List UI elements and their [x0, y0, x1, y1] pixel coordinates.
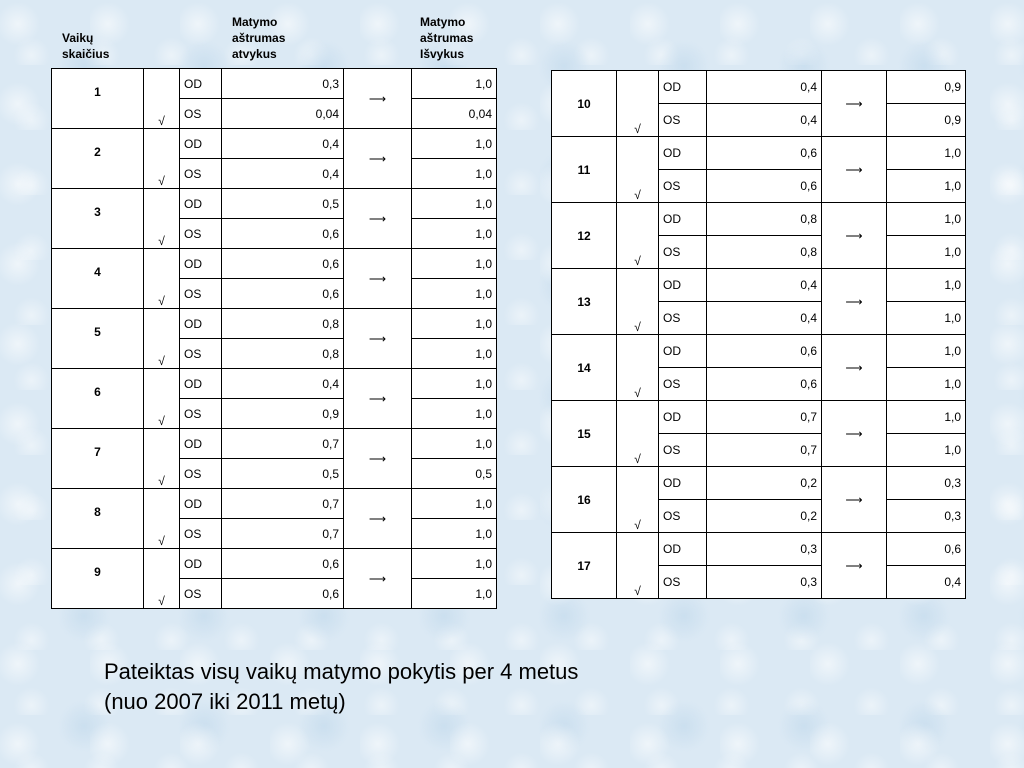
acuity-after-os: 1,0: [887, 434, 966, 467]
eye-label-os: OS: [180, 219, 222, 249]
acuity-before-od: 0,4: [707, 269, 822, 302]
acuity-before-os: 0,7: [222, 519, 344, 549]
eye-label-os: OS: [180, 279, 222, 309]
acuity-before-od: 0,5: [222, 189, 344, 219]
child-number: 5: [52, 309, 144, 369]
check-mark: √: [144, 69, 180, 129]
arrow-icon: ⟶: [822, 269, 887, 335]
arrow-icon: ⟶: [344, 189, 412, 249]
header-child-count: [62, 30, 109, 62]
table-row: [552, 203, 966, 236]
header-line: atvykus: [232, 47, 277, 61]
acuity-after-os: 1,0: [887, 302, 966, 335]
caption-line-1: Pateiktas visų vaikų matymo pokytis per 4 metus: [104, 659, 579, 684]
arrow-icon: ⟶: [344, 129, 412, 189]
acuity-table-left: [51, 68, 497, 609]
acuity-after-od: 0,3: [887, 467, 966, 500]
acuity-after-od: 1,0: [887, 335, 966, 368]
acuity-before-od: 0,2: [707, 467, 822, 500]
arrow-icon: ⟶: [344, 249, 412, 309]
eye-label-od: OD: [180, 189, 222, 219]
eye-label-od: OD: [659, 71, 707, 104]
acuity-after-od: 1,0: [412, 309, 497, 339]
acuity-after-os: 1,0: [412, 579, 497, 609]
check-mark: √: [617, 203, 659, 269]
table-row: [552, 401, 966, 434]
acuity-after-os: 1,0: [412, 399, 497, 429]
acuity-before-od: 0,4: [222, 369, 344, 399]
arrow-icon: ⟶: [344, 429, 412, 489]
acuity-before-os: 0,2: [707, 500, 822, 533]
eye-label-os: OS: [180, 579, 222, 609]
acuity-after-od: 1,0: [412, 429, 497, 459]
table-row: [52, 189, 497, 219]
acuity-after-od: 1,0: [412, 249, 497, 279]
eye-label-os: OS: [659, 236, 707, 269]
header-line: aštrumas: [232, 31, 286, 45]
header-line: Išvykus: [420, 47, 465, 61]
eye-label-od: OD: [659, 203, 707, 236]
acuity-before-os: 0,6: [707, 368, 822, 401]
check-mark: √: [617, 533, 659, 599]
eye-label-os: OS: [180, 399, 222, 429]
eye-label-os: OS: [180, 519, 222, 549]
acuity-before-od: 0,6: [222, 249, 344, 279]
eye-label-os: OS: [180, 459, 222, 489]
acuity-before-os: 0,7: [707, 434, 822, 467]
header-line: Matymo: [232, 15, 278, 29]
acuity-before-os: 0,3: [707, 566, 822, 599]
acuity-before-os: 0,8: [222, 339, 344, 369]
acuity-before-od: 0,6: [707, 335, 822, 368]
acuity-before-od: 0,3: [707, 533, 822, 566]
eye-label-os: OS: [659, 104, 707, 137]
eye-label-os: OS: [659, 434, 707, 467]
check-mark: √: [617, 137, 659, 203]
acuity-after-od: 1,0: [887, 203, 966, 236]
acuity-after-os: 1,0: [412, 159, 497, 189]
check-mark: √: [144, 309, 180, 369]
table-row: [52, 489, 497, 519]
check-mark: √: [144, 489, 180, 549]
arrow-icon: ⟶: [822, 533, 887, 599]
eye-label-od: OD: [659, 467, 707, 500]
eye-label-od: OD: [180, 489, 222, 519]
child-number: 13: [552, 269, 617, 335]
acuity-before-os: 0,8: [707, 236, 822, 269]
acuity-after-od: 1,0: [412, 369, 497, 399]
acuity-before-od: 0,4: [707, 71, 822, 104]
table-row: [552, 71, 966, 104]
child-number: 17: [552, 533, 617, 599]
eye-label-od: OD: [180, 549, 222, 579]
header-line: aštrumas: [420, 31, 474, 45]
arrow-icon: ⟶: [822, 401, 887, 467]
arrow-icon: ⟶: [344, 309, 412, 369]
acuity-before-os: 0,4: [707, 104, 822, 137]
child-number: 6: [52, 369, 144, 429]
table-row: [52, 549, 497, 579]
acuity-after-od: 1,0: [887, 269, 966, 302]
acuity-after-os: 0,5: [412, 459, 497, 489]
child-number: 16: [552, 467, 617, 533]
eye-label-os: OS: [659, 170, 707, 203]
acuity-after-os: 0,04: [412, 99, 497, 129]
table-row: [552, 269, 966, 302]
acuity-before-od: 0,7: [707, 401, 822, 434]
eye-label-os: OS: [180, 159, 222, 189]
check-mark: √: [617, 71, 659, 137]
child-number: 11: [552, 137, 617, 203]
eye-label-od: OD: [180, 129, 222, 159]
eye-label-os: OS: [659, 566, 707, 599]
eye-label-os: OS: [659, 302, 707, 335]
acuity-after-os: 1,0: [412, 519, 497, 549]
acuity-before-os: 0,4: [707, 302, 822, 335]
acuity-after-os: 0,4: [887, 566, 966, 599]
header-line: Vaikų: [62, 31, 94, 45]
child-number: 14: [552, 335, 617, 401]
eye-label-od: OD: [180, 369, 222, 399]
check-mark: √: [144, 549, 180, 609]
acuity-before-od: 0,3: [222, 69, 344, 99]
acuity-before-od: 0,7: [222, 489, 344, 519]
acuity-table-right: [551, 70, 966, 599]
arrow-icon: ⟶: [344, 489, 412, 549]
child-number: 2: [52, 129, 144, 189]
eye-label-os: OS: [659, 368, 707, 401]
acuity-before-od: 0,6: [222, 549, 344, 579]
table-row: [52, 249, 497, 279]
eye-label-od: OD: [659, 269, 707, 302]
child-number: 3: [52, 189, 144, 249]
acuity-after-od: 1,0: [887, 401, 966, 434]
header-acuity-on-departure: [420, 14, 473, 62]
acuity-before-os: 0,6: [707, 170, 822, 203]
check-mark: √: [144, 369, 180, 429]
acuity-after-os: 1,0: [887, 236, 966, 269]
eye-label-os: OS: [180, 99, 222, 129]
eye-label-od: OD: [659, 533, 707, 566]
check-mark: √: [617, 401, 659, 467]
acuity-after-od: 1,0: [412, 69, 497, 99]
caption: [104, 657, 578, 717]
child-number: 9: [52, 549, 144, 609]
check-mark: √: [617, 467, 659, 533]
check-mark: √: [617, 269, 659, 335]
acuity-after-od: 1,0: [412, 129, 497, 159]
table-row: [52, 429, 497, 459]
table-row: [552, 533, 966, 566]
acuity-before-od: 0,4: [222, 129, 344, 159]
acuity-after-od: 1,0: [887, 137, 966, 170]
acuity-before-od: 0,7: [222, 429, 344, 459]
acuity-after-os: 1,0: [412, 219, 497, 249]
child-number: 4: [52, 249, 144, 309]
arrow-icon: ⟶: [344, 69, 412, 129]
acuity-after-os: 0,3: [887, 500, 966, 533]
eye-label-od: OD: [180, 249, 222, 279]
arrow-icon: ⟶: [822, 203, 887, 269]
header-line: Matymo: [420, 15, 466, 29]
arrow-icon: ⟶: [822, 71, 887, 137]
arrow-icon: ⟶: [344, 549, 412, 609]
acuity-before-od: 0,8: [707, 203, 822, 236]
caption-line-2: (nuo 2007 iki 2011 metų): [104, 689, 346, 714]
eye-label-od: OD: [180, 309, 222, 339]
check-mark: √: [144, 189, 180, 249]
eye-label-os: OS: [180, 339, 222, 369]
header-acuity-on-arrival: [232, 14, 285, 62]
acuity-after-od: 1,0: [412, 189, 497, 219]
arrow-icon: ⟶: [344, 369, 412, 429]
eye-label-od: OD: [659, 137, 707, 170]
child-number: 7: [52, 429, 144, 489]
acuity-before-os: 0,4: [222, 159, 344, 189]
table-row: [552, 137, 966, 170]
table-row: [552, 467, 966, 500]
table-row: [52, 129, 497, 159]
eye-label-os: OS: [659, 500, 707, 533]
arrow-icon: ⟶: [822, 467, 887, 533]
child-number: 15: [552, 401, 617, 467]
arrow-icon: ⟶: [822, 335, 887, 401]
acuity-after-os: 1,0: [887, 170, 966, 203]
check-mark: √: [144, 129, 180, 189]
check-mark: √: [144, 429, 180, 489]
acuity-before-os: 0,04: [222, 99, 344, 129]
acuity-before-od: 0,8: [222, 309, 344, 339]
table-row: [52, 369, 497, 399]
acuity-before-os: 0,9: [222, 399, 344, 429]
table-row: [52, 69, 497, 99]
acuity-after-os: 0,9: [887, 104, 966, 137]
acuity-after-os: 1,0: [887, 368, 966, 401]
check-mark: √: [617, 335, 659, 401]
child-number: 1: [52, 69, 144, 129]
acuity-after-os: 1,0: [412, 279, 497, 309]
child-number: 12: [552, 203, 617, 269]
child-number: 10: [552, 71, 617, 137]
acuity-after-od: 1,0: [412, 549, 497, 579]
acuity-before-os: 0,6: [222, 279, 344, 309]
child-number: 8: [52, 489, 144, 549]
acuity-before-os: 0,5: [222, 459, 344, 489]
arrow-icon: ⟶: [822, 137, 887, 203]
acuity-before-os: 0,6: [222, 579, 344, 609]
acuity-after-od: 1,0: [412, 489, 497, 519]
acuity-before-od: 0,6: [707, 137, 822, 170]
eye-label-od: OD: [659, 335, 707, 368]
acuity-after-od: 0,9: [887, 71, 966, 104]
header-line: skaičius: [62, 47, 110, 61]
eye-label-od: OD: [180, 429, 222, 459]
acuity-after-od: 0,6: [887, 533, 966, 566]
eye-label-od: OD: [180, 69, 222, 99]
acuity-after-os: 1,0: [412, 339, 497, 369]
eye-label-od: OD: [659, 401, 707, 434]
table-row: [552, 335, 966, 368]
acuity-before-os: 0,6: [222, 219, 344, 249]
table-row: [52, 309, 497, 339]
check-mark: √: [144, 249, 180, 309]
